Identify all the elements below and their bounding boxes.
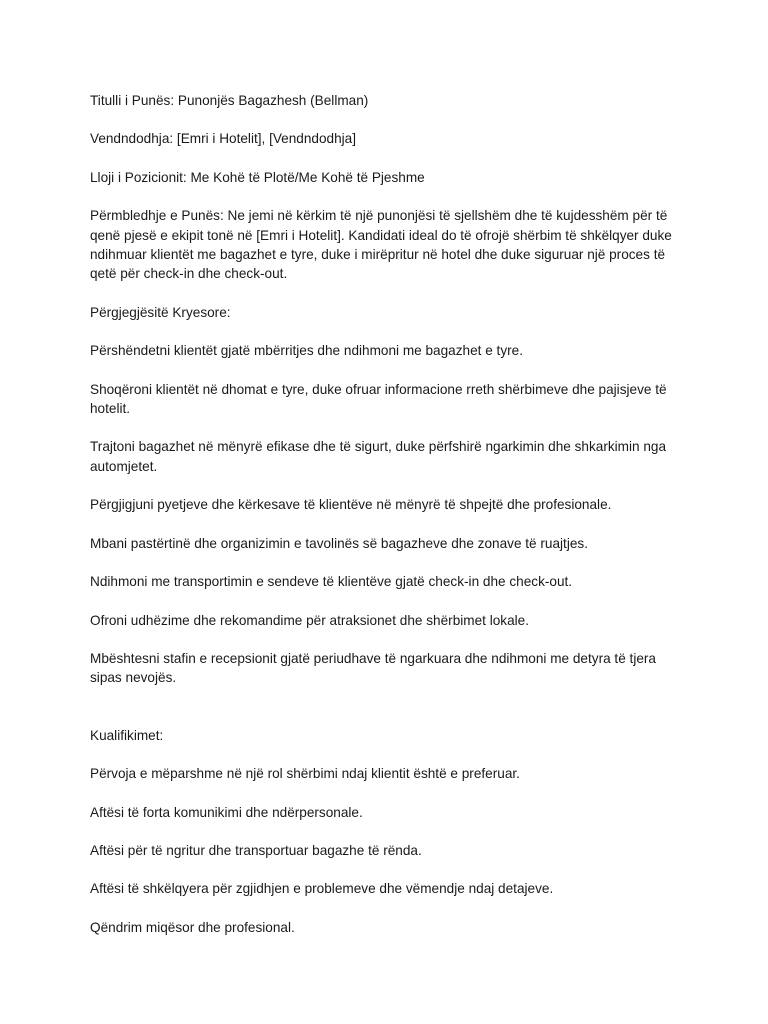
responsibility-item: Përgjigjuni pyetjeve dhe kërkesave të klientëve në mënyrë të shpejtë dhe profesionale. (90, 497, 612, 513)
document-body (90, 91, 685, 937)
qualification-item: Aftësi të forta komunikimi dhe ndërpersonale. (90, 804, 363, 820)
job-summary: Përmbledhje e Punës: Ne jemi në kërkim të një punonjësi të sjellshëm dhe të kujdesshëm për të qenë pjesë e ekipit tonë në [Emri i Hotelit]. Kandidati ideal do të ofrojë shërbim të shkëlqyer duke ndihmuar klientët me bagazhet e tyre, duke i mirëpritur në hotel dhe duke siguruar një proces të qetë për check-in dhe check-out. (90, 208, 672, 282)
qualification-item: Aftësi të shkëlqyera për zgjidhjen e problemeve dhe vëmendje ndaj detajeve. (90, 881, 554, 897)
responsibility-item: Mbështesni stafin e recepsionit gjatë periudhave të ngarkuara dhe ndihmoni me detyra të tjera sipas nevojës. (90, 650, 656, 686)
responsibilities-heading: Përgjegjësitë Kryesore: (90, 304, 231, 320)
position-type-line: Lloji i Pozicionit: Me Kohë të Plotë/Me Kohë të Pjeshme (90, 169, 425, 185)
job-title-line: Titulli i Punës: Punonjës Bagazhesh (Bellman) (90, 93, 369, 108)
qualifications-heading: Kualifikimet: (90, 727, 164, 743)
responsibility-item: Ofroni udhëzime dhe rekomandime për atraksionet dhe shërbimet lokale. (90, 612, 530, 628)
qualification-item: Qëndrim miqësor dhe profesional. (90, 919, 295, 935)
responsibility-item: Mbani pastërtinë dhe organizimin e tavolinës së bagazheve dhe zonave të ruajtjes. (90, 535, 588, 551)
responsibility-item: Trajtoni bagazhet në mënyrë efikase dhe të sigurt, duke përfshirë ngarkimin dhe shkarkimin nga automjetet. (90, 439, 667, 474)
location-line: Vendndodhja: [Emri i Hotelit], [Vendndodhja] (90, 131, 357, 147)
qualification-item: Përvoja e mëparshme në një rol shërbimi ndaj klientit është e preferuar. (90, 766, 520, 782)
qualification-item: Aftësi për të ngritur dhe transportuar bagazhe të rënda. (90, 842, 422, 858)
responsibility-item: Ndihmoni me transportimin e sendeve të klientëve gjatë check-in dhe check-out. (90, 574, 573, 590)
responsibility-item: Përshëndetni klientët gjatë mbërritjes dhe ndihmoni me bagazhet e tyre. (90, 343, 523, 359)
responsibility-item: Shoqëroni klientët në dhomat e tyre, duke ofruar informacione rreth shërbimeve dhe pajisjeve të hotelit. (90, 381, 667, 417)
